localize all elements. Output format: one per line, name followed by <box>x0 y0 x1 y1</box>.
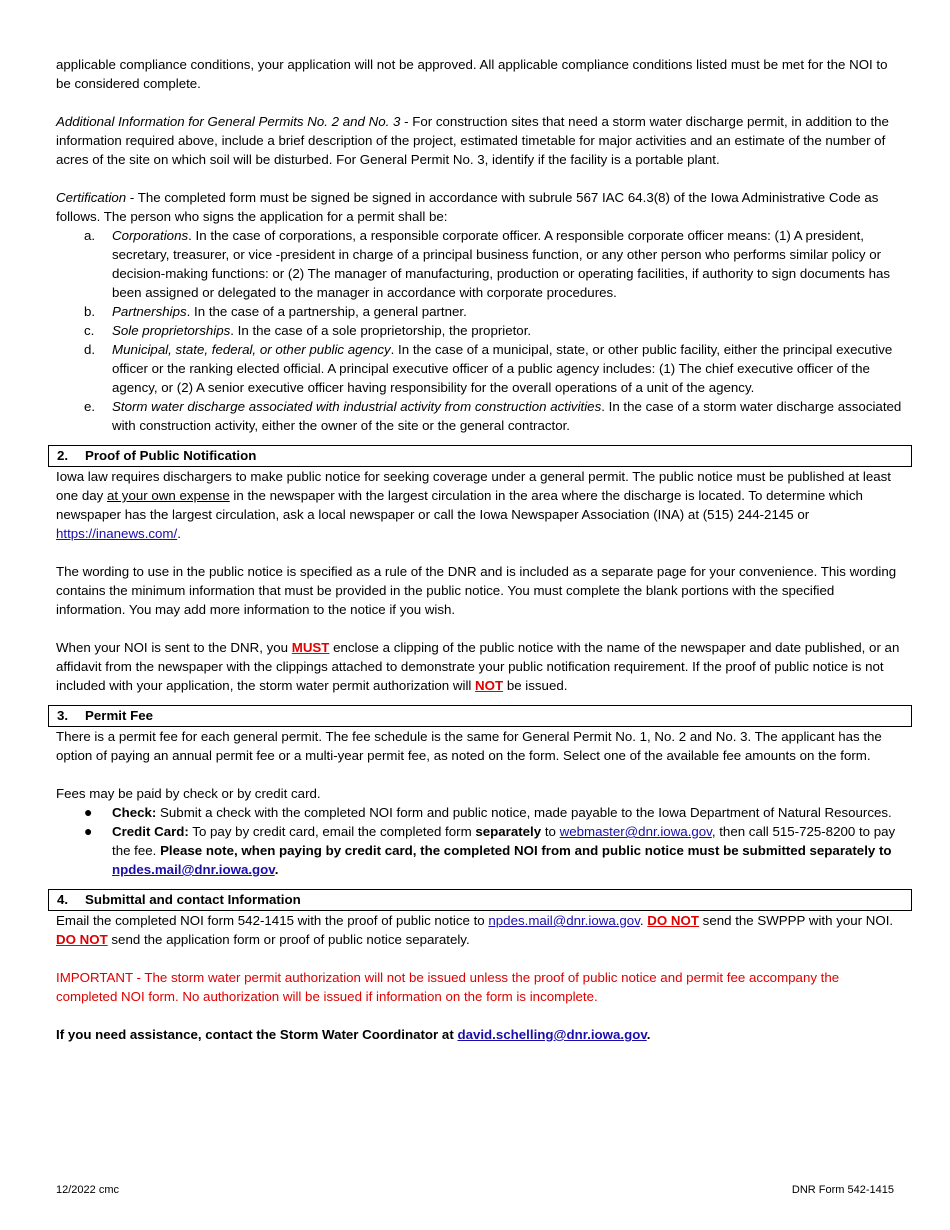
assistance-paragraph <box>56 1025 904 1044</box>
certification-list <box>56 226 904 435</box>
text-span: . <box>639 913 648 928</box>
separately-emphasis: separately <box>475 824 542 839</box>
important-notice: IMPORTANT - The storm water permit authorization will not be issued unless the proof of public notice and permit fee accompany the completed NOI form. No authorization will be issued if information on the form is incomplete. <box>56 970 840 1004</box>
list-item <box>56 302 904 321</box>
text-span: When your NOI is sent to the DNR, you <box>56 640 292 655</box>
section-header-permit-fee <box>48 705 912 727</box>
check-label: Check: <box>112 805 157 820</box>
npdes-email-link[interactable]: npdes.mail@dnr.iowa.gov <box>488 913 640 928</box>
section-number: 4. <box>57 892 69 907</box>
additional-info-paragraph <box>56 112 904 169</box>
credit-card-note: Please note, when paying by credit card, the completed NOI from and public notice must be submitted separately to <box>160 843 892 858</box>
list-item-title: Storm water discharge associated with industrial activity from construction activities <box>112 399 602 414</box>
section-title: Permit Fee <box>85 708 153 723</box>
section-title: Submittal and contact Information <box>85 892 301 907</box>
inanews-link[interactable]: https://inanews.com/ <box>56 526 178 541</box>
list-item <box>56 340 904 397</box>
assistance-text: If you need assistance, contact the Storm Water Coordinator at <box>56 1027 458 1042</box>
list-item-title: Corporations <box>112 228 189 243</box>
section-number: 3. <box>57 708 69 723</box>
list-marker: b. <box>84 304 96 319</box>
submittal-paragraph <box>56 911 904 949</box>
text-span: in the newspaper with the largest circulation in the area where the discharge is located. To determine which newspaper has the largest circulation, ask a local newspaper or call the Iowa Newspaper Association (INA) at (515) 244-2145 or <box>56 488 863 522</box>
document-page <box>56 55 904 1044</box>
text-span: enclose a clipping of the public notice with the name of the newspaper and date published, or an affidavit from the newspaper with the clippings attached to demonstrate your public notification requirement. If the proof of public notice is not included with your application, the storm water permit authorization will <box>56 640 900 693</box>
list-item <box>56 321 904 340</box>
clipping-paragraph <box>56 638 904 695</box>
certification-title: Certification <box>56 190 127 205</box>
text-span: be issued. <box>503 678 568 693</box>
footer-date: 12/2022 cmc <box>56 1184 119 1196</box>
section-header-public-notification <box>48 445 912 467</box>
list-item-text: . In the case of a partnership, a general partner. <box>186 304 467 319</box>
list-item-credit-card <box>56 822 904 879</box>
text-span: , then call 515-725-8200 to pay the fee. <box>112 824 896 858</box>
check-text: Submit a check with the completed NOI form and public notice, made payable to the Iowa Department of Natural Resources. <box>156 805 892 820</box>
intro-paragraph: applicable compliance conditions, your application will not be approved. All applicable compliance conditions listed must be met for the NOI to be considered complete. <box>56 57 888 91</box>
text-span: send the SWPPP with your NOI. <box>698 913 894 928</box>
text-span: . <box>274 862 279 877</box>
list-item <box>56 397 904 435</box>
fee-paragraph: There is a permit fee for each general permit. The fee schedule is the same for General Permit No. 1, No. 2 and No. 3. The applicant has the option of paying an annual permit fee or a multi-year permit fee, as noted on the form. Select one of the available fee amounts on the form. <box>56 729 882 763</box>
list-marker: c. <box>84 323 95 338</box>
text-span: Email the completed NOI form 542-1415 with the proof of public notice to <box>56 913 489 928</box>
credit-card-label: Credit Card: <box>112 824 189 839</box>
list-item-title: Sole proprietorships <box>112 323 231 338</box>
footer-form-number: DNR Form 542-1415 <box>791 1184 894 1196</box>
certification-text: - The completed form must be signed be signed in accordance with subrule 567 IAC 64.3(8) of the Iowa Administrative Code as follows. The person who signs the application for a permit shall be: <box>56 190 879 224</box>
payment-methods-list <box>56 803 904 879</box>
text-span: To pay by credit card, email the completed form <box>188 824 476 839</box>
bullet-icon: ● <box>84 823 93 839</box>
text-span: . <box>177 526 181 541</box>
list-item-title: Municipal, state, federal, or other public agency <box>112 342 391 357</box>
additional-info-text: - For construction sites that need a storm water discharge permit, in addition to the information required above, include a brief description of the project, estimated timetable for major activities and an estimate of the number of acres of the site on which soil will be disturbed. For General Permit No. 3, identify if the facility is a portable plant. <box>56 114 889 167</box>
text-span: . <box>646 1027 651 1042</box>
list-item <box>56 226 904 302</box>
list-item-text: . In the case of a municipal, state, or other public facility, either the principal executive officer or the ranking elected official. A principal executive officer of a public agency includes: (1) The chief executive officer of the agency, or (2) A senior executive officer having responsibility for the overall operations of a unit of the agency. <box>112 342 893 395</box>
text-span: Iowa law requires dischargers to make public notice for seeking coverage under a general permit. The public notice must be published at least one day <box>56 469 891 503</box>
list-item-check <box>56 803 904 822</box>
wording-paragraph: The wording to use in the public notice is specified as a rule of the DNR and is included as a separate page for your convenience. This wording contains the minimum information that must be provided in the public notice. You must complete the blank portions with the specified information. You may add more information to the notice if you wish. <box>56 564 897 617</box>
section-number: 2. <box>57 448 69 463</box>
bullet-icon: ● <box>84 804 93 820</box>
webmaster-email-link[interactable]: webmaster@dnr.iowa.gov <box>559 824 712 839</box>
not-emphasis: NOT <box>475 678 504 693</box>
list-item-title: Partnerships <box>112 304 187 319</box>
list-marker: d. <box>84 342 96 357</box>
npdes-email-link[interactable]: npdes.mail@dnr.iowa.gov <box>112 862 275 877</box>
do-not-emphasis: DO NOT <box>647 913 699 928</box>
payment-methods-intro: Fees may be paid by check or by credit card. <box>56 786 321 801</box>
list-item-text: . In the case of a sole proprietorship, the proprietor. <box>230 323 532 338</box>
public-notice-paragraph <box>56 467 904 543</box>
list-item-text: . In the case of corporations, a responsible corporate officer. A responsible corporate officer means: (1) A president, secretary, treasurer, or vice -president in charge of a principal business function, or any other person who performs similar policy or decision-making functions: or (2) The manager of manufacturing, production or operating facilities, if authority to sign documents has been assigned or delegated to the manager in accordance with corporate procedures. <box>112 228 891 300</box>
list-item-text: . In the case of a storm water discharge associated with construction activity, either the owner of the site or the general contractor. <box>112 399 902 433</box>
coordinator-email-link[interactable]: david.schelling@dnr.iowa.gov <box>457 1027 647 1042</box>
section-header-submittal <box>48 889 912 911</box>
text-span: to <box>541 824 560 839</box>
must-emphasis: MUST <box>291 640 330 655</box>
certification-paragraph <box>56 188 904 226</box>
section-title: Proof of Public Notification <box>85 448 257 463</box>
list-marker: e. <box>84 399 96 414</box>
underlined-text: at your own expense <box>107 488 230 503</box>
additional-info-title: Additional Information for General Permits No. 2 and No. 3 <box>56 114 401 129</box>
list-marker: a. <box>84 228 96 243</box>
text-span: send the application form or proof of public notice separately. <box>107 932 470 947</box>
do-not-emphasis: DO NOT <box>56 932 108 947</box>
